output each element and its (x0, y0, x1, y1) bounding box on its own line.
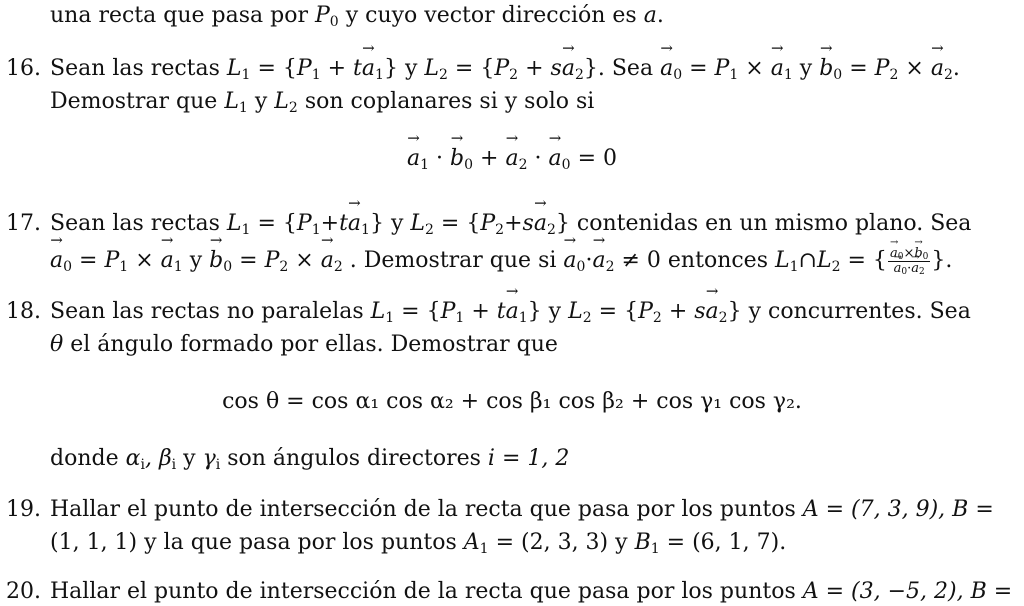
problem-number: 17. (6, 211, 41, 236)
text-fragment: Sean las rectas no paralelas (50, 299, 364, 324)
text-fragment: . Sea (597, 56, 654, 81)
text-fragment: y (189, 248, 203, 273)
text-fragment: el ángulo formado por ellas. Demostrar que (70, 332, 558, 357)
text-fragment: y concurrentes. Sea (748, 299, 971, 324)
text-fragment: Sean las rectas (50, 211, 220, 236)
text-fragment: A = (3, −5, 2), B = (802, 579, 1013, 604)
text-fragment: contenidas en un mismo plano. Sea (576, 211, 972, 236)
equation-16: → $a_1$ · → $b_0$ + → $a_2$ · → $a_0 = 0$ (0, 145, 1024, 173)
text-fragment: y (548, 299, 562, 324)
problem-number: 18. (6, 299, 41, 324)
problem-19-line-1 (50, 496, 994, 524)
problem-17-line-1: Sean las rectas $L_1 = \{P_1+t\to a_1\}$ y $L_2 = \{P_2+s\to a_2\}$ contenidas en un mismo plano. Sea (50, 210, 971, 238)
problem-16-line-1: Sean las rectas $L_1 = \{P_1 + t\to a_1\}$ y $L_2 = \{P_2 + s\to a_2\}$. Sea → $a_0 = P_1$ × → $a_1$ $y \to b_0 = P_2$ × → $a_2$. (50, 55, 960, 83)
text-fragment: y (404, 56, 418, 81)
problem-19-line-2: (1, 1, 1) y la que pasa por los puntos $A_1 = (2$, 3, 3) y $B_1 = (6$, 1, 7). (50, 530, 787, 557)
text-fragment: Sean las rectas (50, 56, 220, 81)
text-fragment: son coplanares si y solo si (304, 89, 595, 114)
problem-18-line-1: Sean las rectas no paralelas $L_1 = \{P_1 + t\to a_1\}$ y $L_2 = \{P_2 + s\to a_2\}$ y concurrentes. Sea (50, 298, 971, 326)
problem-18-line-2: θ el ángulo formado por ellas. Demostrar que (50, 332, 558, 357)
text-fragment: = (6, 1, 7). (666, 530, 787, 555)
text-fragment: y (183, 446, 196, 471)
text-fragment: A = (7, 3, 9), B = (802, 497, 994, 522)
problem-16-line-2: Demostrar que $L_1$ y $L_2$ son coplanares si y solo si (50, 89, 595, 116)
problem-number: 16. (6, 56, 41, 81)
equation-18: cos θ = cos α₁ cos α₂ + cos β₁ cos β₂ + cos γ₁ cos γ₂. (222, 389, 802, 414)
text-fragment: una recta que pasa por (50, 3, 308, 28)
text-fragment: = 0 (577, 146, 618, 171)
fraction: → $a_0\times\to b_0$ → $a_0\cdot\to a_2$ (888, 247, 930, 275)
text-fragment: . Demostrar que si (349, 248, 557, 273)
text-fragment: . (656, 3, 664, 28)
problem-18-line-3: donde $\alpha_i$, $\beta_i$ y $\gamma_i$ son ángulos directores i = 1, 2 (50, 446, 570, 473)
text-fragment: donde (50, 446, 119, 471)
text-fragment: (1, 1, 1) y la que pasa por los puntos (50, 530, 457, 555)
text-fragment: i = 1, 2 (487, 446, 570, 471)
text-line: una recta que pasa por $P_0$ y cuyo vector dirección es → a. (50, 2, 664, 30)
text-fragment: . (952, 56, 960, 81)
text-fragment: Hallar el punto de intersección de la recta que pasa por los puntos (50, 579, 796, 604)
text-fragment: y (254, 89, 268, 114)
text-fragment: y (390, 211, 404, 236)
problem-number: 20. (6, 579, 41, 604)
text-fragment: = (2, 3, 3) y (495, 530, 628, 555)
text-fragment: y cuyo vector dirección es (345, 3, 637, 28)
text-fragment: ≠ 0 entonces (621, 248, 768, 273)
problem-17-line-2: → $a_0 = P_1$ × → $a_1$ $y \to b_0 = P_2$ × → $a_2$ . Demostrar que si → $a_0\cdot\to a_2 \ne 0$ entonces $L_1\cap L_2$ = { → $a_0\times\to b_0$ → $a_0\cdot\to a_2$ }. (50, 247, 952, 275)
text-fragment: son ángulos directores (227, 446, 481, 471)
problem-20-line-1 (50, 578, 1012, 606)
text-fragment: Demostrar que (50, 89, 218, 114)
text-fragment: y (799, 56, 813, 81)
text-fragment: Hallar el punto de intersección de la recta que pasa por los puntos (50, 497, 796, 522)
problem-number: 19. (6, 497, 41, 522)
